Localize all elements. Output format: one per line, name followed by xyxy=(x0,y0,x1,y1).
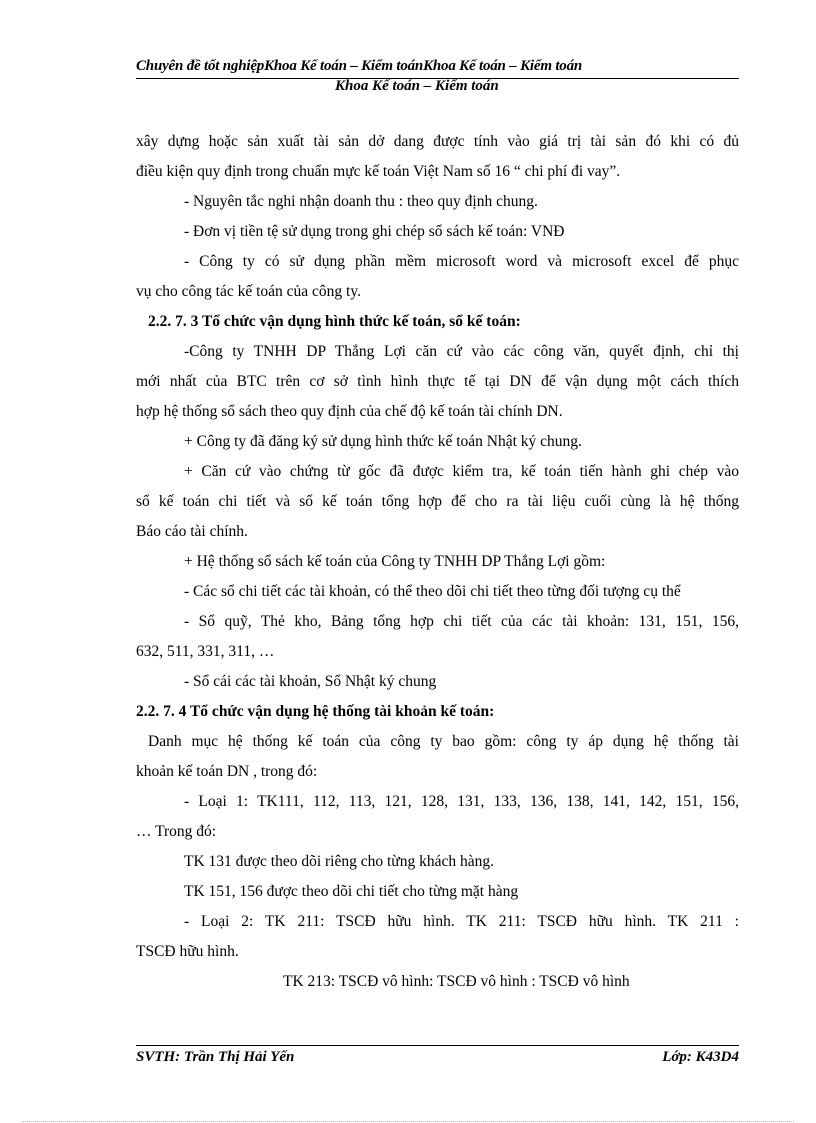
paragraph-line: + Công ty đã đăng ký sử dụng hình thức kế toán Nhật ký chung. xyxy=(184,433,582,450)
paragraph-line: - Công ty có sử dụng phần mềm microsoft word và microsoft excel để phục xyxy=(184,253,739,270)
paragraph-line: - Đơn vị tiền tệ sử dụng trong ghi chép sổ sách kế toán: VNĐ xyxy=(184,223,565,240)
paragraph-line: + Căn cứ vào chứng từ gốc đã được kiểm tra, kế toán tiến hành ghi chép vào xyxy=(184,463,739,480)
paragraph-line: - Sổ quỹ, Thẻ kho, Bảng tổng hợp chi tiết của các tài khoản: 131, 151, 156, xyxy=(184,613,739,630)
header-subtitle: Khoa Kế toán – Kiểm toán xyxy=(335,78,499,94)
paragraph-line: TK 131 được theo dõi riêng cho từng khách hàng. xyxy=(184,853,494,870)
paragraph-line: -Công ty TNHH DP Thắng Lợi căn cứ vào các công văn, quyết định, chỉ thị xyxy=(184,343,739,360)
paragraph-line: … Trong đó: xyxy=(136,823,217,840)
section-heading: 2.2. 7. 3 Tổ chức vận dụng hình thức kế toán, sổ kế toán: xyxy=(148,313,521,330)
paragraph-line: hợp hệ thống sổ sách theo quy định của chế độ kế toán tài chính DN. xyxy=(136,403,563,420)
footer-divider xyxy=(136,1045,739,1046)
paragraph-line: khoản kế toán DN , trong đó: xyxy=(136,763,318,780)
paragraph-line: Danh mục hệ thống kế toán của công ty bao gồm: công ty áp dụng hệ thống tài xyxy=(148,733,739,750)
paragraph-line: vụ cho công tác kế toán của công ty. xyxy=(136,283,361,300)
paragraph-line: - Sổ cái các tài khoản, Sổ Nhật ký chung xyxy=(184,673,437,690)
paragraph-line: TSCĐ hữu hình. xyxy=(136,943,239,960)
paragraph-line: điều kiện quy định trong chuẩn mực kế toán Việt Nam số 16 “ chi phí đi vay”. xyxy=(136,163,621,180)
paragraph-line: Báo cáo tài chính. xyxy=(136,523,248,540)
paragraph-line: sổ kế toán chi tiết và sổ kế toán tổng hợp để cho ra tài liệu cuối cùng là hệ thống xyxy=(136,493,739,510)
footer-class: Lớp: K43D4 xyxy=(662,1049,739,1065)
paragraph-line: - Loại 2: TK 211: TSCĐ hữu hình. TK 211: TSCĐ hữu hình. TK 211 : xyxy=(184,913,739,930)
paragraph-line: + Hệ thống sổ sách kế toán của Công ty TNHH DP Thắng Lợi gồm: xyxy=(184,553,606,570)
page-border xyxy=(22,1121,794,1122)
paragraph-line: 632, 511, 331, 311, … xyxy=(136,643,275,660)
paragraph-line: TK 151, 156 được theo dõi chi tiết cho từng mặt hàng xyxy=(184,883,519,900)
paragraph-line: xây dựng hoặc sản xuất tài sản dở dang được tính vào giá trị tài sản đó khi có đủ xyxy=(136,133,739,150)
paragraph-line: mới nhất của BTC trên cơ sở tình hình thực tế tại DN để vận dụng một cách thích xyxy=(136,373,739,390)
paragraph-line: - Loại 1: TK111, 112, 113, 121, 128, 131, 133, 136, 138, 141, 142, 151, 156, xyxy=(184,793,739,810)
paragraph-line: TK 213: TSCĐ vô hình: TSCĐ vô hình : TSCĐ vô hình xyxy=(283,973,630,990)
section-heading: 2.2. 7. 4 Tổ chức vận dụng hệ thống tài khoản kế toán: xyxy=(136,703,495,720)
paragraph-line: - Các sổ chi tiết các tài khoản, có thể theo dõi chi tiết theo từng đối tượng cụ thể xyxy=(184,583,681,600)
footer-student: SVTH: Trần Thị Hải Yến xyxy=(136,1049,295,1065)
paragraph-line: - Nguyên tắc nghi nhận doanh thu : theo quy định chung. xyxy=(184,193,538,210)
document-body xyxy=(136,127,739,997)
header-title: Chuyên đề tốt nghiệpKhoa Kế toán – Kiểm toánKhoa Kế toán – Kiểm toán xyxy=(136,58,583,74)
